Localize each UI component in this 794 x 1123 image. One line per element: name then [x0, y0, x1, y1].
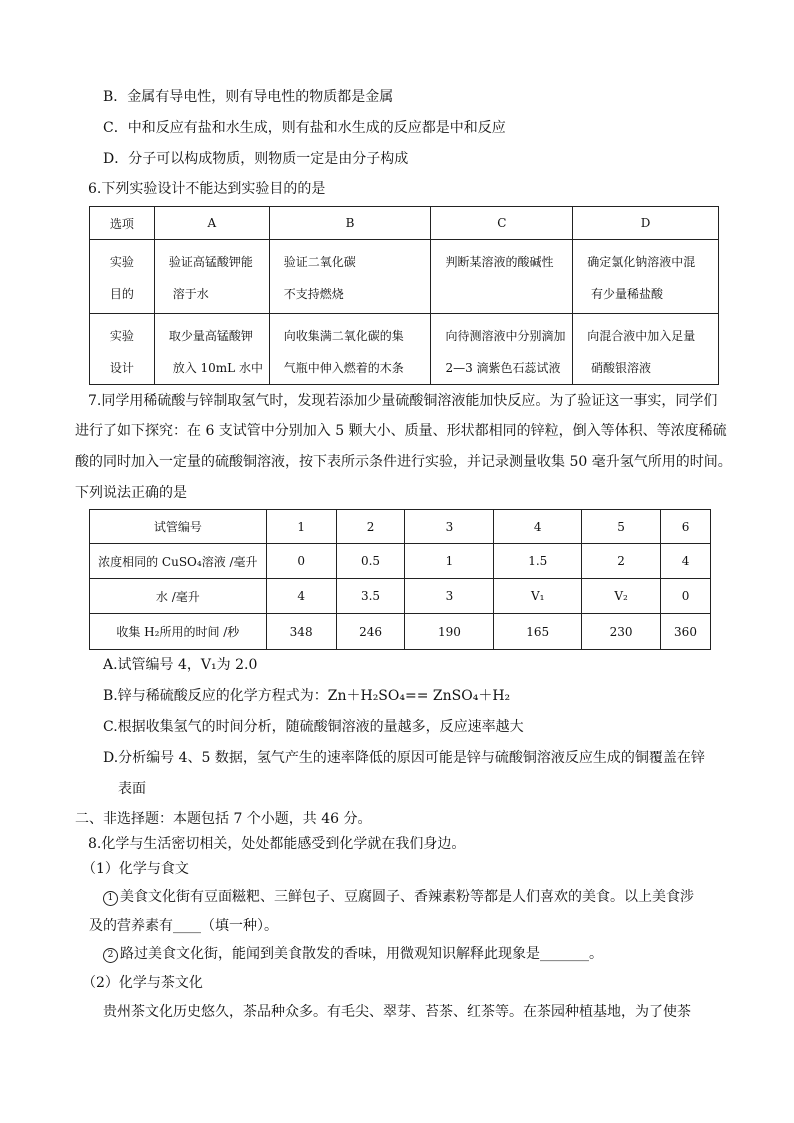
q7-stem-line: 下列说法正确的是 — [75, 485, 187, 501]
circled-number-marker: 2 — [103, 948, 118, 963]
q7-cell: 0 — [661, 579, 711, 614]
q6-header-cell: B — [269, 207, 431, 240]
q6-header-row — [90, 207, 719, 240]
q8-item1-line1: 1 美食文化街有豆面糍粑、三鲜包子、豆腐圆子、香辣素粉等都是人们喜欢的美食。以上美食涉 — [103, 887, 694, 907]
q8-part2-title: （2）化学与茶文化 — [82, 975, 203, 991]
q7-cell: V₁ — [494, 579, 582, 614]
q5-option-d: D．分子可以构成物质，则物质一定是由分子构成 — [103, 151, 409, 167]
q7-cell: 165 — [494, 614, 582, 650]
q7-row-water — [90, 579, 711, 614]
q7-row-label: 试管编号 — [90, 510, 267, 544]
section-heading: 二、非选择题：本题包括 7 个小题，共 46 分。 — [75, 811, 372, 827]
q6-cell: 向待测溶液中分别滴加 2—3 滴紫色石蕊试液 — [431, 314, 573, 385]
q6-purpose-row — [90, 240, 719, 314]
q7-cell: 0 — [266, 544, 336, 579]
q6-cell: 验证二氧化碳 不支持燃烧 — [269, 240, 431, 314]
q7-cell: 0.5 — [336, 544, 405, 579]
q6-cell: 判断某溶液的酸碱性 — [431, 240, 573, 314]
q6-header-cell: D — [573, 207, 719, 240]
q5-option-b: B．金属有导电性，则有导电性的物质都是金属 — [103, 89, 394, 105]
q7-stem-line: 7.同学用稀硫酸与锌制取氢气时，发现若添加少量硫酸铜溶液能加快反应。为了验证这一事实，同学们 — [88, 393, 718, 409]
q7-option-a: A.试管编号 4，V₁为 2.0 — [103, 657, 258, 673]
q6-design-row — [90, 314, 719, 385]
q7-stem-line: 酸的同时加入一定量的硫酸铜溶液，按下表所示条件进行实验，并记录测量收集 50 毫升氢气所用的时间。 — [75, 454, 732, 470]
q7-table — [89, 509, 711, 650]
q7-cell: 246 — [336, 614, 405, 650]
q7-cell: 190 — [405, 614, 494, 650]
q7-cell: 1 — [405, 544, 494, 579]
q7-cell: 1.5 — [494, 544, 582, 579]
q6-row-label: 实验 目的 — [90, 240, 155, 314]
q8-item2-line1: 2 路过美食文化街，能闻到美食散发的香味，用微观知识解释此现象是_______。 — [103, 944, 603, 964]
q6-cell: 确定氯化钠溶液中混 有少量稀盐酸 — [573, 240, 719, 314]
q6-stem: 6.下列实验设计不能达到实验目的的是 — [88, 181, 326, 197]
q7-cell: 4 — [494, 510, 582, 544]
q8-item1-line2: 及的营养素有____（填一种）。 — [89, 918, 278, 934]
q7-cell: 6 — [661, 510, 711, 544]
q7-row-cuso4 — [90, 544, 711, 579]
circled-number-marker: 1 — [103, 891, 118, 906]
q7-stem-line: 进行了如下探究：在 6 支试管中分别加入 5 颗大小、质量、形状都相同的锌粒，倒入等体积、等浓度稀硫 — [75, 423, 727, 439]
q7-option-c: C.根据收集氢气的时间分析，随硫酸铜溶液的量越多，反应速率越大 — [103, 719, 524, 735]
q7-option-d-line1: D.分析编号 4、5 数据，氢气产生的速率降低的原因可能是锌与硫酸铜溶液反应生成的铜覆盖在锌 — [103, 750, 705, 766]
q6-cell: 验证高锰酸钾能 溶于水 — [154, 240, 269, 314]
q6-header-cell: A — [154, 207, 269, 240]
q7-cell: 3 — [405, 510, 494, 544]
q8-part2-line1: 贵州茶文化历史悠久，茶品种众多。有毛尖、翠芽、苔茶、红茶等。在茶园种植基地，为了使茶 — [103, 1004, 691, 1020]
q7-cell: 230 — [582, 614, 661, 650]
q7-row-label: 收集 H₂所用的时间 /秒 — [90, 614, 267, 650]
q6-cell: 向混合液中加入足量 硝酸银溶液 — [573, 314, 719, 385]
q7-row-label: 浓度相同的 CuSO₄溶液 /毫升 — [90, 544, 267, 579]
q7-cell: 5 — [582, 510, 661, 544]
q7-row-tube-number — [90, 510, 711, 544]
q7-cell: 2 — [582, 544, 661, 579]
q6-header-cell: C — [431, 207, 573, 240]
q7-row-label: 水 /毫升 — [90, 579, 267, 614]
q7-cell: 2 — [336, 510, 405, 544]
q7-cell: 4 — [661, 544, 711, 579]
q7-cell: 1 — [266, 510, 336, 544]
q7-cell: 3 — [405, 579, 494, 614]
q6-cell: 取少量高锰酸钾 放入 10mL 水中 — [154, 314, 269, 385]
q7-cell: 348 — [266, 614, 336, 650]
q6-row-label: 实验 设计 — [90, 314, 155, 385]
q7-cell: 3.5 — [336, 579, 405, 614]
q8-stem: 8.化学与生活密切相关，处处都能感受到化学就在我们身边。 — [88, 836, 466, 852]
q6-cell: 向收集满二氧化碳的集 气瓶中伸入燃着的木条 — [269, 314, 431, 385]
q7-option-b: B.锌与稀硫酸反应的化学方程式为：Zn＋H₂SO₄== ZnSO₄＋H₂ — [103, 688, 511, 704]
q5-option-c: C．中和反应有盐和水生成，则有盐和水生成的反应都是中和反应 — [103, 120, 506, 136]
q8-part1-title: （1）化学与食文 — [82, 861, 189, 877]
q7-cell: V₂ — [582, 579, 661, 614]
q6-table — [89, 206, 719, 385]
q7-option-d-line2: 表面 — [118, 781, 146, 797]
q7-row-time — [90, 614, 711, 650]
q7-cell: 4 — [266, 579, 336, 614]
q6-header-cell: 选项 — [90, 207, 155, 240]
q7-cell: 360 — [661, 614, 711, 650]
